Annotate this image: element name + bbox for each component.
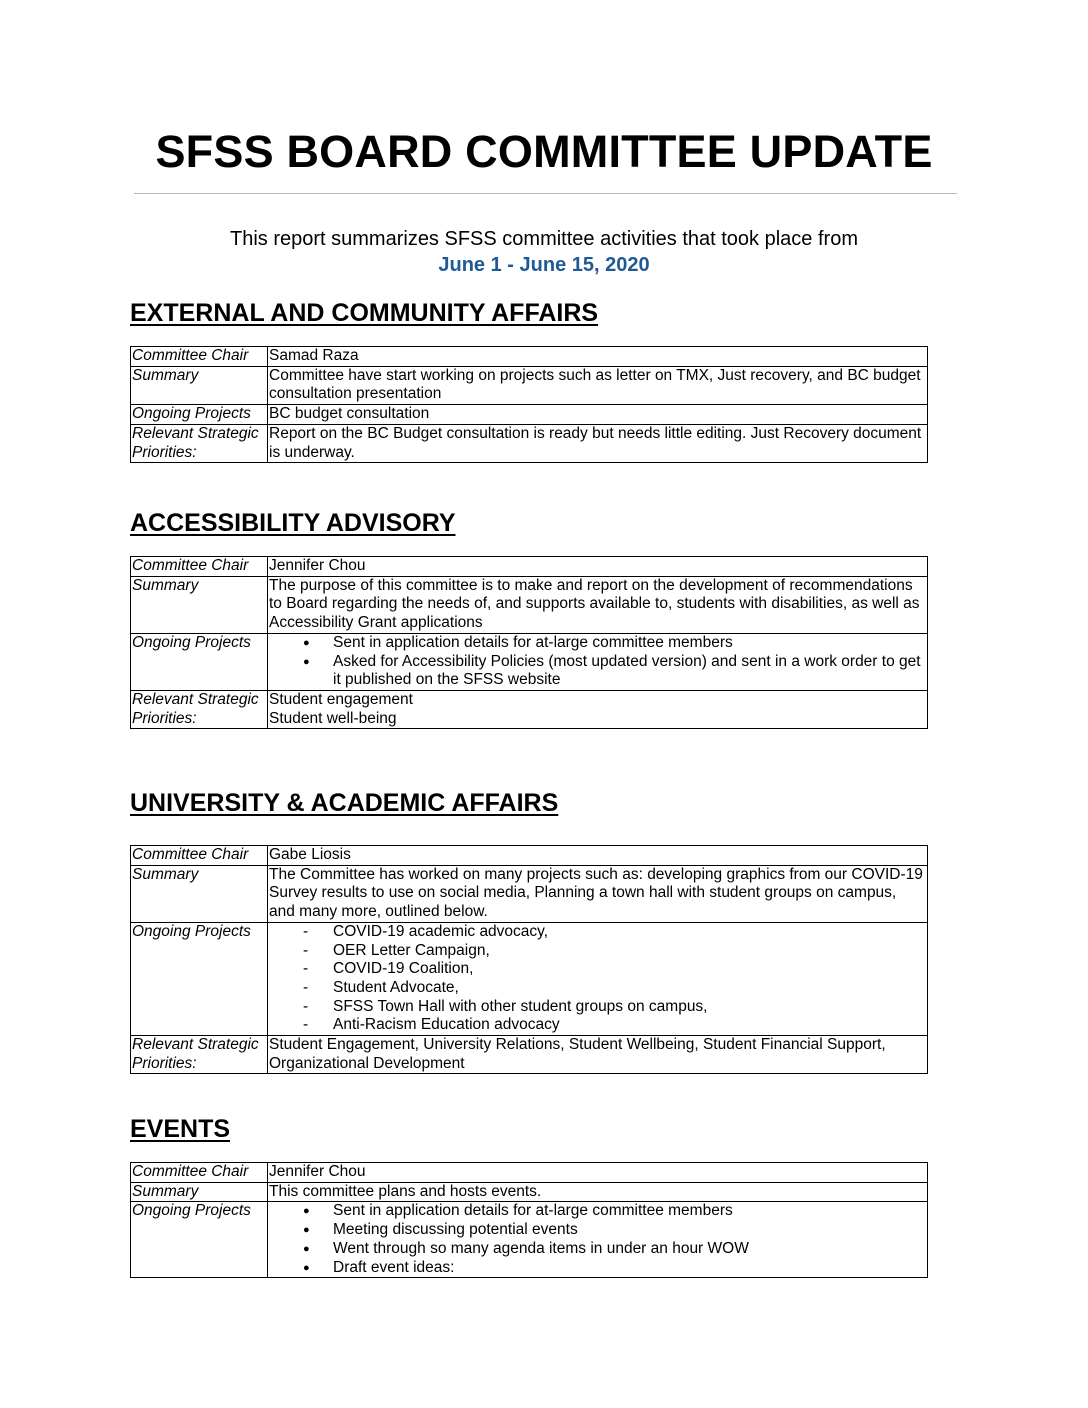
row-label: Ongoing Projects (131, 405, 268, 425)
table-row (131, 1163, 928, 1183)
committee-table (130, 556, 928, 729)
row-label: Summary (131, 865, 268, 922)
table-row (131, 922, 928, 1035)
list-item: ● Meeting discussing potential events (269, 1221, 926, 1240)
row-label: Summary (131, 1182, 268, 1202)
row-label: Committee Chair (131, 557, 268, 577)
intro (0, 226, 1088, 278)
page-title: SFSS BOARD COMMITTEE UPDATE (155, 126, 933, 177)
section-events (130, 1114, 928, 1276)
section-heading: UNIVERSITY & ACADEMIC AFFAIRS (130, 789, 559, 817)
row-label: Committee Chair (131, 1163, 268, 1183)
section-heading: EXTERNAL AND COMMUNITY AFFAIRS (130, 299, 599, 327)
section-university-academic-affairs (130, 788, 928, 1072)
list-item: - COVID-19 academic advocacy, (269, 923, 926, 942)
row-label: Committee Chair (131, 846, 268, 866)
row-label-line: Priorities: (132, 443, 197, 461)
list-item: - OER Letter Campaign, (269, 942, 926, 961)
list-item: ● Sent in application details for at-large committee members (269, 634, 926, 653)
strategic-priorities: Report on the BC Budget consultation is ready but needs little editing. Just Recovery document is underway. (268, 424, 928, 462)
row-label (131, 1036, 268, 1074)
table-row (131, 633, 928, 690)
row-label (131, 424, 268, 462)
intro-text: This report summarizes SFSS committee activities that took place from (230, 228, 858, 250)
row-label-line: Relevant Strategic (132, 690, 259, 708)
row-label-line: Priorities: (132, 1054, 197, 1072)
row-label: Summary (131, 366, 268, 404)
list-item: ● Sent in application details for at-large committee members (269, 1202, 926, 1221)
list-item: ● Draft event ideas: (269, 1259, 926, 1278)
ongoing-projects (268, 922, 928, 1035)
report-dates: June 1 - June 15, 2020 (438, 254, 650, 276)
committee-chair: Samad Raza (268, 347, 928, 367)
list-item: - COVID-19 Coalition, (269, 960, 926, 979)
section-external-community-affairs (130, 298, 928, 461)
table-row (131, 576, 928, 633)
summary-text: The purpose of this committee is to make and report on the development of recommendations to Board regarding the needs of, and supports available to, students with disabilities, as well as Accessibility Grant applications (268, 576, 928, 633)
list-item: - SFSS Town Hall with other student groups on campus, (269, 998, 926, 1017)
row-label: Summary (131, 576, 268, 633)
ongoing-projects (268, 1202, 928, 1278)
section-heading: EVENTS (130, 1115, 231, 1143)
table-row (131, 347, 928, 367)
committee-chair: Jennifer Chou (268, 557, 928, 577)
committee-chair: Gabe Liosis (268, 846, 928, 866)
priority-item: Student well-being (269, 709, 397, 727)
row-label: Ongoing Projects (131, 922, 268, 1035)
committee-table (130, 346, 928, 463)
table-row (131, 846, 928, 866)
list-item: - Student Advocate, (269, 979, 926, 998)
summary-text: This committee plans and hosts events. (268, 1182, 928, 1202)
table-row (131, 865, 928, 922)
row-label-line: Relevant Strategic (132, 424, 259, 442)
table-row (131, 424, 928, 462)
row-label (131, 690, 268, 728)
committee-table (130, 1162, 928, 1278)
table-row (131, 1036, 928, 1074)
summary-text: Committee have start working on projects such as letter on TMX, Just recovery, and BC budget consultation presentation (268, 366, 928, 404)
committee-table (130, 845, 928, 1074)
table-row (131, 1202, 928, 1278)
table-row (131, 557, 928, 577)
title-divider (134, 193, 957, 194)
strategic-priorities: Student Engagement, University Relations, Student Wellbeing, Student Financial Support, Organizational Development (268, 1036, 928, 1074)
priority-item: Student engagement (269, 690, 413, 708)
row-label: Ongoing Projects (131, 633, 268, 690)
section-accessibility-advisory (130, 508, 928, 727)
row-label: Committee Chair (131, 347, 268, 367)
row-label-line: Relevant Strategic (132, 1036, 259, 1054)
table-row (131, 405, 928, 425)
ongoing-projects (268, 633, 928, 690)
summary-text: The Committee has worked on many projects such as: developing graphics from our COVID-19 Survey results to use on social media, Planning a town hall with student groups on campus, and many more, outlined below. (268, 865, 928, 922)
ongoing-projects: BC budget consultation (268, 405, 928, 425)
committee-chair: Jennifer Chou (268, 1163, 928, 1183)
section-heading: ACCESSIBILITY ADVISORY (130, 509, 456, 537)
table-row (131, 1182, 928, 1202)
table-row (131, 366, 928, 404)
row-label: Ongoing Projects (131, 1202, 268, 1278)
strategic-priorities (268, 690, 928, 728)
table-row (131, 690, 928, 728)
list-item: ● Asked for Accessibility Policies (most updated version) and sent in a work order to get it published on the SFSS website (269, 653, 926, 690)
list-item: - Anti-Racism Education advocacy (269, 1016, 926, 1035)
row-label-line: Priorities: (132, 709, 197, 727)
list-item: ● Went through so many agenda items in under an hour WOW (269, 1240, 926, 1259)
